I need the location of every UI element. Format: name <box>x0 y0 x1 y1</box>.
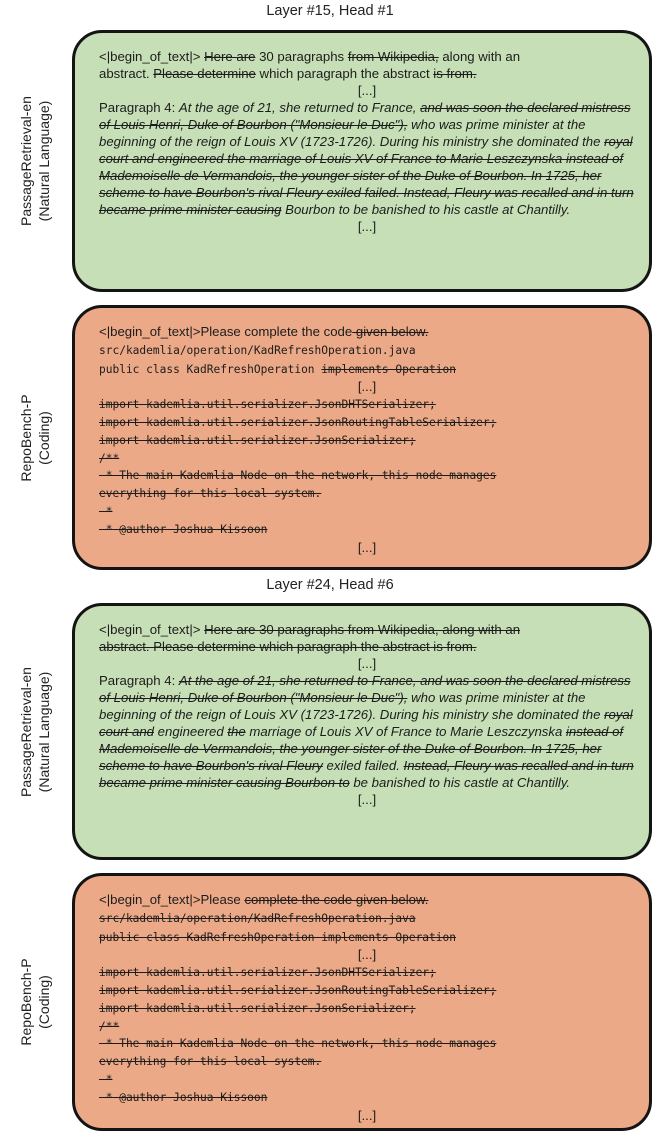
struck-text: Here are <box>204 49 256 64</box>
code-line <box>99 521 635 539</box>
text-segment: abstract. <box>99 66 154 81</box>
passage-retrieval-box <box>72 603 652 860</box>
struck-text: is from. <box>433 66 477 81</box>
prompt-line <box>99 48 635 65</box>
struck-text: * <box>99 504 113 518</box>
side-label-passage <box>0 30 70 292</box>
code-lines <box>99 396 635 538</box>
struck-text: Please determine <box>153 66 256 81</box>
struck-text: /** <box>99 451 120 465</box>
struck-text: * @author Joshua Kissoon <box>99 522 268 536</box>
side-label-line: RepoBench-P <box>18 393 34 482</box>
code-line <box>99 414 635 432</box>
code-line <box>99 485 635 503</box>
text-segment: src/kademlia/operation/KadRefreshOperation.java <box>99 343 416 357</box>
code-line <box>99 1018 635 1036</box>
prompt-line <box>99 638 635 655</box>
ellipsis: [...] <box>357 83 377 98</box>
text-segment: who was prime minister at the beginning of the reign of Louis XV (1723-1726). During his ministry she dominated the <box>99 690 605 722</box>
passage-retrieval-box <box>72 30 652 292</box>
struck-text: * <box>99 1072 113 1086</box>
struck-text: the <box>227 724 246 739</box>
text-segment: be banished to his castle at Chantilly. <box>349 775 571 790</box>
struck-text: Here are 30 paragraphs from Wikipedia, along with an <box>204 622 521 637</box>
text-segment: who was prime minister at the beginning of the reign of Louis XV (1723-1726). During his ministry she dominated the <box>99 117 605 149</box>
struck-text: complete the code given below. <box>244 892 429 907</box>
text-segment: <|begin_of_text|>Please complete the code <box>99 324 353 339</box>
struck-text: import kademlia.util.serializer.JsonDHTSerializer; <box>99 398 436 412</box>
code-line <box>99 432 635 450</box>
text-segment: <|begin_of_text|> <box>99 49 205 64</box>
struck-text: import kademlia.util.serializer.JsonSerializer; <box>99 433 416 447</box>
text-segment: public class KadRefreshOperation <box>99 362 322 376</box>
side-label-line: PassageRetrieval-en <box>18 666 34 797</box>
struck-text: and was soon the declared mistress of Louis Henri, Duke of Bourbon ("Monsieur le Duc"), <box>99 100 631 132</box>
struck-text: import kademlia.util.serializer.JsonSerializer; <box>99 1001 416 1015</box>
prompt-line <box>99 891 635 909</box>
code-line <box>99 964 635 982</box>
struck-text: implements Operation <box>321 362 456 376</box>
text-segment: At the age of 21, she returned to France, <box>178 100 421 115</box>
paragraph-text <box>99 100 634 217</box>
ellipsis: [...] <box>357 792 377 807</box>
code-line <box>99 1071 635 1089</box>
text-segment: along with an <box>438 49 521 64</box>
struck-text: public class KadRefreshOperation implements Operation <box>99 930 456 944</box>
paragraph-4 <box>99 672 635 791</box>
file-path-line <box>99 341 635 360</box>
paragraph-text <box>99 673 634 790</box>
text-segment: marriage of Louis XV of France to Marie Leszczynska <box>245 724 566 739</box>
repobench-box <box>72 305 652 570</box>
struck-text: /** <box>99 1019 120 1033</box>
ellipsis: [...] <box>357 656 377 671</box>
text-segment: 30 paragraphs <box>255 49 348 64</box>
class-decl-line <box>99 360 635 379</box>
struck-text: * The main Kademlia Node on the network, this node manages <box>99 469 497 483</box>
struck-text: given below. <box>352 324 429 339</box>
class-decl-line <box>99 928 635 947</box>
code-line <box>99 1053 635 1071</box>
text-segment: exiled failed. <box>322 758 404 773</box>
struck-text: src/kademlia/operation/KadRefreshOperation.java <box>99 911 416 925</box>
code-line <box>99 503 635 521</box>
text-segment: which paragraph the abstract <box>255 66 434 81</box>
layer-title: Layer #24, Head #6 <box>266 577 394 593</box>
side-label-passage <box>0 603 70 860</box>
code-line <box>99 450 635 468</box>
text-segment: <|begin_of_text|>Please <box>99 892 245 907</box>
side-label-line: (Natural Language) <box>36 100 52 222</box>
struck-text: Instead, Fleury was recalled and in turn became prime minister causing Bourbon to <box>99 758 634 790</box>
code-line <box>99 396 635 414</box>
code-lines <box>99 964 635 1106</box>
file-path-line <box>99 909 635 928</box>
side-label-line: PassageRetrieval-en <box>18 96 34 226</box>
layer-title: Layer #15, Head #1 <box>266 3 394 19</box>
prompt-line <box>99 65 635 82</box>
code-line <box>99 1000 635 1018</box>
struck-text: royal court and engineered the marriage of Louis XV of France to Marie Leszczynska instead of Mademoiselle de Vermandois, the younger sister of the Duke of Bourbon. In 1725, her scheme to have Bourbon's rival Fleury exiled failed. Instead, Fleury was recalled and in turn became prime minister causing <box>99 134 634 217</box>
struck-text: royal court and <box>99 707 633 739</box>
side-label-line: (Natural Language) <box>36 671 52 792</box>
side-label-line: RepoBench-P <box>18 958 34 1046</box>
struck-text: instead of Mademoiselle de Vermandois, the younger sister of the Duke of Bourbon. In 1725, her scheme to have Bourbon's rival Fleury <box>99 724 624 773</box>
text-segment: Bourbon to be banished to his castle at Chantilly. <box>281 202 571 217</box>
paragraph-4 <box>99 99 635 218</box>
struck-text: import kademlia.util.serializer.JsonRoutingTableSerializer; <box>99 983 497 997</box>
code-line <box>99 1035 635 1053</box>
struck-text: import kademlia.util.serializer.JsonDHTSerializer; <box>99 966 436 980</box>
paragraph-label: Paragraph 4: <box>99 673 176 688</box>
side-label-repobench <box>0 873 70 1131</box>
ellipsis: [...] <box>357 539 377 555</box>
repobench-box <box>72 873 652 1131</box>
ellipsis: [...] <box>357 379 377 395</box>
side-label-repobench <box>0 305 70 570</box>
text-segment: engineered <box>154 724 228 739</box>
ellipsis: [...] <box>357 1107 377 1123</box>
prompt-line <box>99 621 635 638</box>
side-label-line: (Coding) <box>36 975 52 1029</box>
struck-text: At the age of 21, she returned to France, and was soon the declared mistress of Louis Henri, Duke of Bourbon ("Monsieur le Duc"), <box>99 673 631 705</box>
struck-text: everything for this local system. <box>99 1055 322 1069</box>
code-line <box>99 982 635 1000</box>
struck-text: abstract. Please determine which paragraph the abstract is from. <box>99 639 477 654</box>
struck-text: import kademlia.util.serializer.JsonRoutingTableSerializer; <box>99 415 497 429</box>
code-line <box>99 1089 635 1107</box>
prompt-line <box>99 323 635 341</box>
side-label-line: (Coding) <box>36 410 52 465</box>
struck-text: * @author Joshua Kissoon <box>99 1090 268 1104</box>
struck-text: everything for this local system. <box>99 487 322 501</box>
code-line <box>99 467 635 485</box>
struck-text: from Wikipedia, <box>347 49 439 64</box>
ellipsis: [...] <box>357 947 377 963</box>
struck-text: * The main Kademlia Node on the network, this node manages <box>99 1037 497 1051</box>
text-segment: <|begin_of_text|> <box>99 622 205 637</box>
paragraph-label: Paragraph 4: <box>99 100 176 115</box>
ellipsis: [...] <box>357 219 377 234</box>
